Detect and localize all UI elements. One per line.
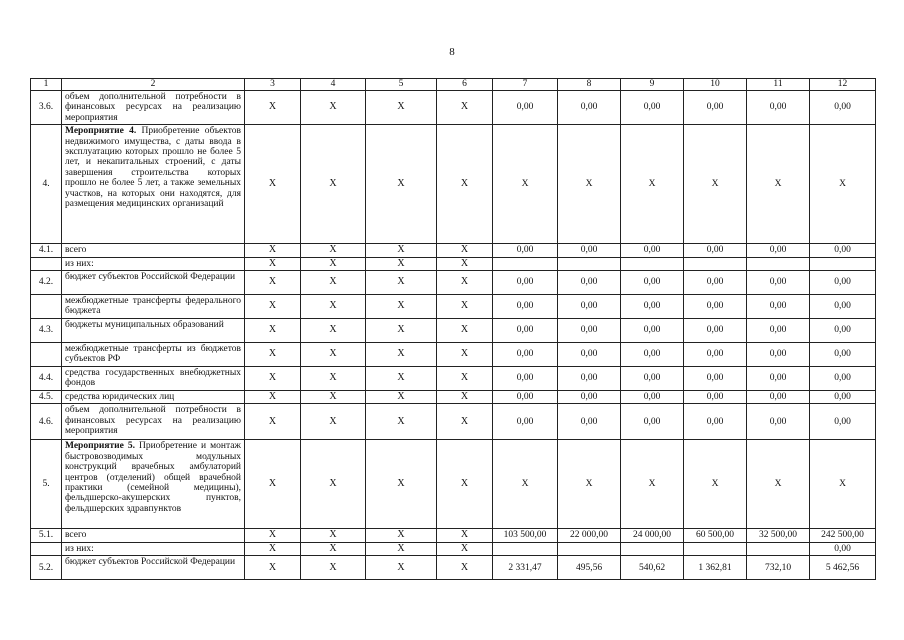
flag-cell: X (301, 542, 366, 555)
value-cell: 0,00 (493, 343, 558, 367)
flag-cell: X (437, 343, 493, 367)
description-cell (62, 244, 245, 257)
description-text: межбюджетные трансферты федерального бюджета (65, 296, 241, 317)
value-cell: 0,00 (558, 404, 621, 440)
value-cell: 0,00 (684, 391, 747, 404)
row-number-cell: 4. (31, 125, 62, 244)
row-number-cell: 4.6. (31, 404, 62, 440)
value-cell: 0,00 (810, 244, 876, 257)
row-number-cell (31, 257, 62, 270)
flag-cell: X (437, 91, 493, 125)
description-text: объем дополнительной потребности в финансовых ресурсах на реализацию мероприятия (65, 405, 241, 437)
table-row (31, 295, 876, 319)
value-cell: 22 000,00 (558, 529, 621, 542)
value-cell: 0,00 (621, 404, 684, 440)
flag-cell: X (301, 319, 366, 343)
description-cell (62, 91, 245, 125)
value-cell: 0,00 (810, 319, 876, 343)
value-cell: 0,00 (747, 404, 810, 440)
flag-cell: X (366, 125, 437, 244)
row-number-cell: 5.1. (31, 529, 62, 542)
row-number-cell (31, 542, 62, 555)
value-cell: 0,00 (493, 91, 558, 125)
header-cell: 9 (621, 79, 684, 91)
value-cell: 0,00 (810, 542, 876, 555)
value-cell: 0,00 (558, 91, 621, 125)
value-cell: 0,00 (621, 391, 684, 404)
header-row (31, 79, 876, 91)
flag-cell: X (245, 556, 301, 580)
flag-cell: X (245, 542, 301, 555)
value-cell: 0,00 (684, 319, 747, 343)
row-number-cell (31, 343, 62, 367)
value-cell: 0,00 (810, 367, 876, 391)
table-row (31, 125, 876, 244)
header-cell: 7 (493, 79, 558, 91)
row-number-cell: 4.4. (31, 367, 62, 391)
value-cell: 0,00 (747, 271, 810, 295)
value-cell: 0,00 (810, 391, 876, 404)
value-cell: 60 500,00 (684, 529, 747, 542)
description-text: из них: (65, 258, 94, 269)
flag-cell: X (245, 244, 301, 257)
flag-cell: X (301, 440, 366, 529)
value-cell: 32 500,00 (747, 529, 810, 542)
value-cell (747, 542, 810, 555)
value-cell: X (621, 125, 684, 244)
activity-title: Мероприятие 5. (65, 441, 135, 452)
flag-cell: X (366, 244, 437, 257)
table-row (31, 529, 876, 542)
value-cell: X (747, 440, 810, 529)
value-cell (684, 257, 747, 270)
value-cell: 0,00 (621, 244, 684, 257)
description-cell (62, 556, 245, 580)
flag-cell: X (437, 257, 493, 270)
flag-cell: X (437, 367, 493, 391)
financing-table (30, 78, 876, 580)
flag-cell: X (366, 556, 437, 580)
value-cell (558, 542, 621, 555)
flag-cell: X (366, 91, 437, 125)
description-text: средства государственных внебюджетных фондов (65, 368, 241, 389)
description-cell (62, 440, 245, 529)
description-cell (62, 125, 245, 244)
header-cell: 12 (810, 79, 876, 91)
value-cell: 0,00 (747, 244, 810, 257)
table-row (31, 391, 876, 404)
flag-cell: X (366, 319, 437, 343)
description-text: средства юридических лиц (65, 392, 175, 403)
value-cell: 5 462,56 (810, 556, 876, 580)
flag-cell: X (366, 257, 437, 270)
value-cell: 0,00 (684, 244, 747, 257)
value-cell: 0,00 (558, 391, 621, 404)
row-number-cell: 5.2. (31, 556, 62, 580)
flag-cell: X (301, 391, 366, 404)
row-number-cell: 4.2. (31, 271, 62, 295)
description-cell (62, 542, 245, 555)
value-cell: 242 500,00 (810, 529, 876, 542)
value-cell: 0,00 (747, 91, 810, 125)
value-cell: X (493, 125, 558, 244)
value-cell: 0,00 (810, 271, 876, 295)
value-cell (747, 257, 810, 270)
row-number-cell: 4.5. (31, 391, 62, 404)
value-cell: 0,00 (493, 295, 558, 319)
description-text: бюджет субъектов Российской Федерации (65, 557, 236, 568)
value-cell: 732,10 (747, 556, 810, 580)
page-number: 8 (449, 46, 455, 58)
value-cell: 0,00 (558, 367, 621, 391)
flag-cell: X (301, 91, 366, 125)
description-cell (62, 529, 245, 542)
flag-cell: X (301, 257, 366, 270)
value-cell: 2 331,47 (493, 556, 558, 580)
flag-cell: X (301, 125, 366, 244)
flag-cell: X (245, 404, 301, 440)
value-cell: 0,00 (747, 367, 810, 391)
row-number-cell: 4.3. (31, 319, 62, 343)
row-number-cell: 4.1. (31, 244, 62, 257)
value-cell: 540,62 (621, 556, 684, 580)
flag-cell: X (366, 391, 437, 404)
flag-cell: X (245, 440, 301, 529)
flag-cell: X (366, 271, 437, 295)
description-cell (62, 367, 245, 391)
description-cell (62, 271, 245, 295)
table-row (31, 257, 876, 270)
value-cell: 0,00 (621, 319, 684, 343)
activity-title: Мероприятие 4. (65, 126, 137, 137)
header-cell: 1 (31, 79, 62, 91)
header-cell: 10 (684, 79, 747, 91)
value-cell: 0,00 (558, 244, 621, 257)
flag-cell: X (437, 440, 493, 529)
flag-cell: X (245, 257, 301, 270)
flag-cell: X (437, 125, 493, 244)
value-cell: 0,00 (810, 343, 876, 367)
description-text: всего (65, 245, 87, 256)
value-cell: 0,00 (621, 91, 684, 125)
flag-cell: X (301, 529, 366, 542)
value-cell: 495,56 (558, 556, 621, 580)
value-cell (621, 257, 684, 270)
table-row (31, 542, 876, 555)
flag-cell: X (301, 556, 366, 580)
table-row (31, 91, 876, 125)
flag-cell: X (301, 271, 366, 295)
value-cell (493, 257, 558, 270)
value-cell: 0,00 (558, 319, 621, 343)
flag-cell: X (301, 367, 366, 391)
value-cell: 0,00 (810, 404, 876, 440)
header-cell: 3 (245, 79, 301, 91)
table-row (31, 343, 876, 367)
value-cell: 0,00 (810, 295, 876, 319)
value-cell: 0,00 (621, 295, 684, 319)
value-cell: X (810, 125, 876, 244)
flag-cell: X (437, 529, 493, 542)
header-cell: 2 (62, 79, 245, 91)
table-row (31, 271, 876, 295)
description-text: межбюджетные трансферты из бюджетов субъектов РФ (65, 344, 241, 365)
header-cell: 11 (747, 79, 810, 91)
value-cell: X (684, 440, 747, 529)
description-cell (62, 343, 245, 367)
table-row (31, 244, 876, 257)
flag-cell: X (366, 529, 437, 542)
flag-cell: X (301, 295, 366, 319)
value-cell: 0,00 (558, 271, 621, 295)
value-cell: X (493, 440, 558, 529)
value-cell: 0,00 (684, 343, 747, 367)
flag-cell: X (366, 343, 437, 367)
flag-cell: X (437, 319, 493, 343)
value-cell: X (747, 125, 810, 244)
flag-cell: X (366, 542, 437, 555)
flag-cell: X (245, 391, 301, 404)
flag-cell: X (245, 125, 301, 244)
header-cell: 4 (301, 79, 366, 91)
value-cell: 0,00 (684, 367, 747, 391)
description-cell (62, 404, 245, 440)
header-cell: 6 (437, 79, 493, 91)
flag-cell: X (245, 271, 301, 295)
value-cell: 0,00 (558, 295, 621, 319)
value-cell: 103 500,00 (493, 529, 558, 542)
flag-cell: X (245, 319, 301, 343)
value-cell: 0,00 (493, 391, 558, 404)
value-cell: 0,00 (747, 343, 810, 367)
table-row (31, 440, 876, 529)
value-cell: 0,00 (621, 271, 684, 295)
flag-cell: X (366, 367, 437, 391)
description-text: из них: (65, 543, 94, 554)
header-cell: 5 (366, 79, 437, 91)
value-cell: 0,00 (684, 91, 747, 125)
value-cell: 0,00 (493, 367, 558, 391)
flag-cell: X (245, 367, 301, 391)
value-cell: 0,00 (747, 319, 810, 343)
value-cell (621, 542, 684, 555)
value-cell: 24 000,00 (621, 529, 684, 542)
flag-cell: X (245, 295, 301, 319)
value-cell: X (558, 440, 621, 529)
table-row (31, 404, 876, 440)
flag-cell: X (366, 295, 437, 319)
value-cell: X (810, 440, 876, 529)
value-cell: 0,00 (621, 343, 684, 367)
value-cell (684, 542, 747, 555)
header-cell: 8 (558, 79, 621, 91)
value-cell: 0,00 (684, 404, 747, 440)
description-text: Приобретение объектов недвижимого имущества, с даты ввода в эксплуатацию которых прошло не более 5 лет, и некапитальных строений, с даты завершения строительства которых прошло не более 5 лет, а также земельных участков, на которых они находятся, для размещения медицинских организаций (65, 126, 241, 210)
value-cell (558, 257, 621, 270)
description-cell (62, 319, 245, 343)
description-text: бюджет субъектов Российской Федерации (65, 272, 236, 283)
description-cell (62, 391, 245, 404)
value-cell (493, 542, 558, 555)
value-cell: 0,00 (684, 295, 747, 319)
value-cell: X (621, 440, 684, 529)
value-cell: 0,00 (621, 367, 684, 391)
table-row (31, 367, 876, 391)
row-number-cell (31, 295, 62, 319)
flag-cell: X (301, 343, 366, 367)
value-cell: X (684, 125, 747, 244)
description-text: бюджеты муниципальных образований (65, 320, 224, 331)
flag-cell: X (245, 529, 301, 542)
description-text: Приобретение и монтаж быстровозводимых модульных конструкций врачебных амбулаторий центров (отделений) общей врачебной практики (семейной медицины), фельдшерско-акушерских пунктов, фельдшерских здравпунктов (65, 441, 241, 514)
table-row (31, 319, 876, 343)
description-cell (62, 257, 245, 270)
flag-cell: X (366, 404, 437, 440)
flag-cell: X (301, 244, 366, 257)
flag-cell: X (366, 440, 437, 529)
flag-cell: X (437, 295, 493, 319)
description-text: всего (65, 530, 87, 541)
flag-cell: X (301, 404, 366, 440)
value-cell: 0,00 (747, 391, 810, 404)
value-cell: 0,00 (558, 343, 621, 367)
value-cell: 0,00 (810, 91, 876, 125)
description-cell (62, 295, 245, 319)
description-text: объем дополнительной потребности в финансовых ресурсах на реализацию мероприятия (65, 92, 241, 123)
value-cell: 0,00 (493, 404, 558, 440)
value-cell: 0,00 (747, 295, 810, 319)
flag-cell: X (245, 91, 301, 125)
value-cell: 0,00 (684, 271, 747, 295)
flag-cell: X (437, 556, 493, 580)
flag-cell: X (437, 404, 493, 440)
table-row (31, 556, 876, 580)
flag-cell: X (437, 244, 493, 257)
row-number-cell: 3.6. (31, 91, 62, 125)
flag-cell: X (437, 542, 493, 555)
value-cell: X (558, 125, 621, 244)
row-number-cell: 5. (31, 440, 62, 529)
value-cell (810, 257, 876, 270)
value-cell: 0,00 (493, 244, 558, 257)
flag-cell: X (437, 271, 493, 295)
value-cell: 0,00 (493, 319, 558, 343)
value-cell: 0,00 (493, 271, 558, 295)
flag-cell: X (437, 391, 493, 404)
flag-cell: X (245, 343, 301, 367)
value-cell: 1 362,81 (684, 556, 747, 580)
